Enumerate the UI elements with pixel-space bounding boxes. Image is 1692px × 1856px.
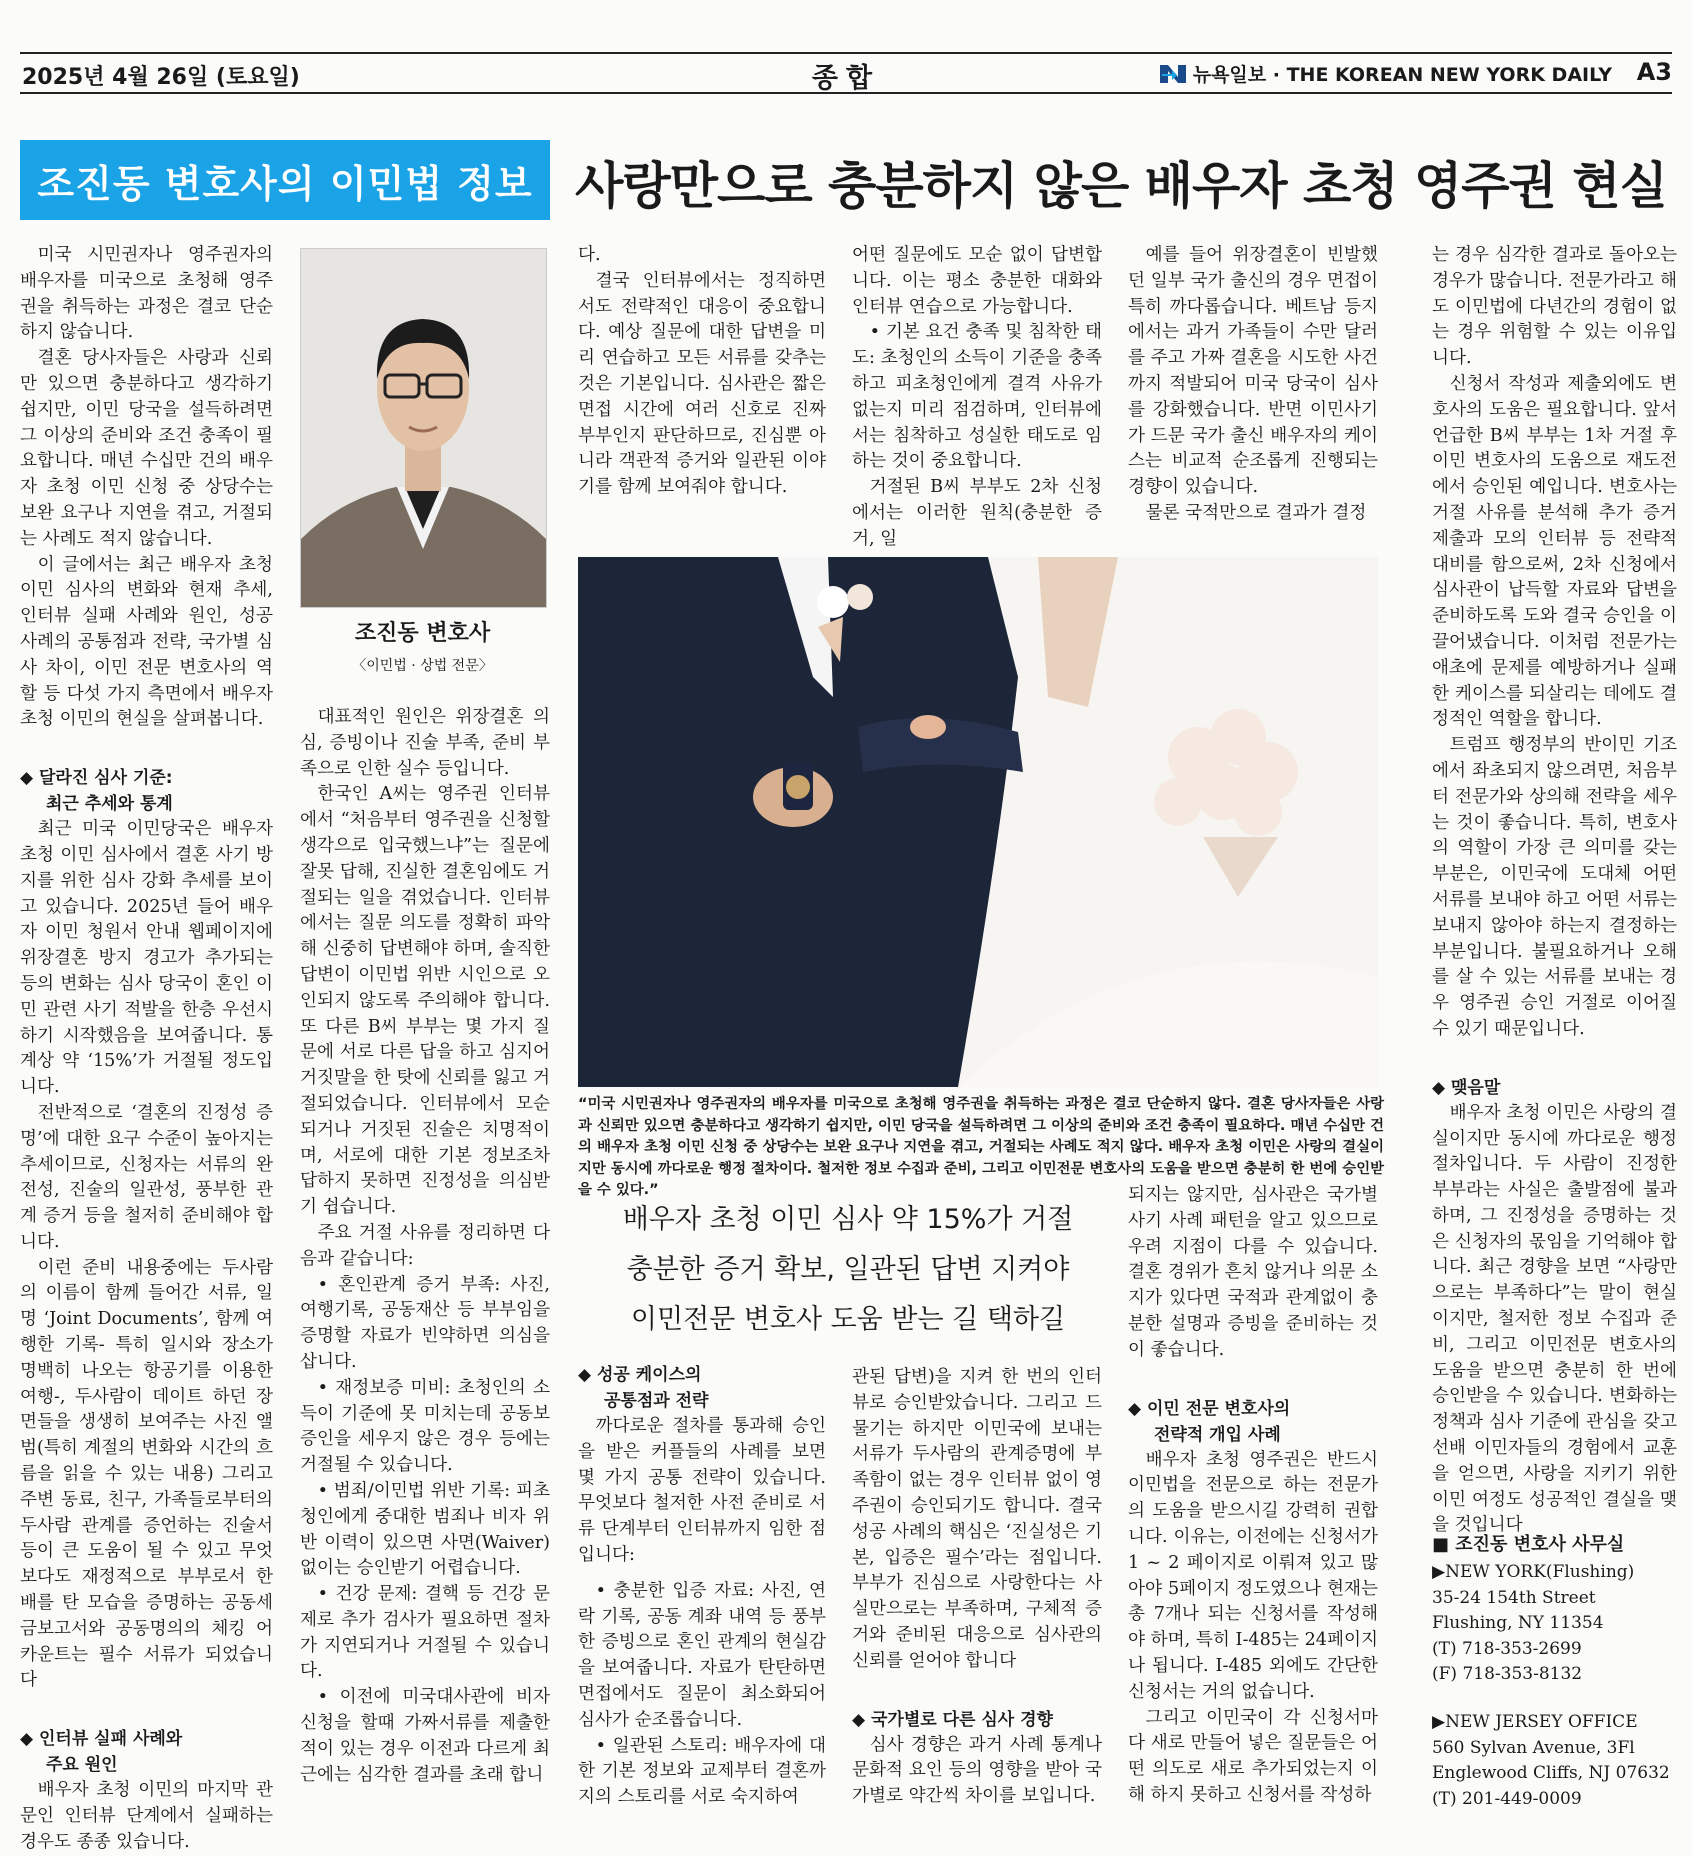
paragraph: 결국 인터뷰에서는 정직하면서도 전략적인 대응이 중요합니다. 예상 질문에 대한 답변을 미리 연습하고 모든 서류를 갖추는 것은 기본입니다. 심사관은 짧은 면접 시간에 여러 신호로 진짜 부부인지 판단하므로, 진심뿐 아니라 객관적 증거와 일관된 이야기를 함께 보여줘야 합니다. [578,270,826,498]
article-column-6 [1432,243,1677,1539]
office-phone: (T) 201-449-0009 [1432,1788,1582,1809]
law-office-info [1432,1530,1677,1812]
office-address: 560 Sylvan Avenue, 3Fl [1432,1737,1635,1758]
paragraph: 배우자 초청 이민은 사랑의 결실이지만 동시에 까다로운 행정 절차입니다. 두 사람이 진정한 부부라는 사실은 출발점에 불과하며, 그 진정성을 증명하는 것은 신청자의 몫임을 기억해야 합니다. 최근 경향을 보면 “사랑만으로는 부족하다”는 말이 현실이지만, 철저한 정보 수집과 준비, 그리고 이민전문 변호사의 도움을 받으면 충분히 한 번에 승인받을 수 있습니다. 변화하는 정책과 심사 기준에 관심을 갖고 선배 이민자들의 경험에서 교훈을 얻으면, 사랑을 지키기 위한 이민 여정도 성공적인 결실을 맺을 것입니다 [1432,1102,1677,1536]
article-column-3-top [578,243,826,501]
paragraph: 거절된 B씨 부부도 2차 신청에서는 이러한 원칙(충분한 증거, 일 [852,477,1102,549]
article-column-5-bottom [1128,1183,1378,1809]
bullet-item: • 범죄/이민법 위반 기록: 피초청인에게 중대한 범죄나 비자 위반 이력이 있으면 사면(Waiver) 없이는 승인받기 어렵습니다. [300,1480,550,1579]
office-phone: (T) 718-353-2699 [1432,1638,1582,1659]
bullet-item: • 기본 요건 충족 및 침착한 태도: 초청인의 소득이 기준을 충족하고 피초청인에게 결격 사유가 없는지 미리 점검하며, 인터뷰에서는 침착하고 성실한 태도로 임하는 것이 중요합니다. [852,322,1102,472]
article-headline: 사랑만으로 충분하지 않은 배우자 초청 영주권 현실 [575,157,1667,215]
bullet-item: • 충분한 입증 자료: 사진, 연락 기록, 공동 계좌 내역 등 풍부한 증빙으로 혼인 관계의 현실감을 보여줍니다. 자료가 탄탄하면 면접에서도 질문이 최소화되어 심사가 순조롭습니다. [578,1580,826,1730]
paragraph: 미국 시민권자나 영주권자의 배우자를 미국으로 초청해 영주권을 취득하는 과정은 결코 단순하지 않습니다. [20,245,273,343]
section-heading: ◆ 맺음말 [1432,1077,1501,1098]
brand-text: 뉴욕일보 · THE KOREAN NEW YORK DAILY [1192,64,1612,86]
paragraph: 이 글에서는 최근 배우자 초청 이민 심사의 변화와 현재 추세, 인터뷰 실패 사례와 원인, 성공 사례의 공통점과 전략, 국가별 심사 차이, 이민 전문 변호사의 역할 등 다섯 가지 측면에서 배우자 초청 이민의 현실을 살펴봅니다. [20,554,273,730]
bullet-item: • 재정보증 미비: 초청인의 소득이 기준에 못 미치는데 공동보증인을 세우지 않은 경우 등에는 거절될 수 있습니다. [300,1377,550,1476]
section-heading: ◆ 달라진 심사 기준: 최근 추세와 통계 [20,768,173,815]
page-header [20,52,1672,94]
author-photo [300,248,547,608]
paragraph: 관된 답변)을 지켜 한 번의 인터뷰로 승인받았습니다. 그리고 드물기는 하지만 이민국에 보내는 서류가 두사람의 관계증명에 부족함이 없는 경우 인터뷰 없이 영주권이 승인되기도 합니다. 결국 성공 사례의 핵심은 ‘진실성은 기본, 입증은 필수’라는 점입니다. 부부가 진심으로 사랑한다는 사실만으로는 부족하며, 구체적 증거와 준비된 대응으로 심사관의 신뢰를 얻어야 합니다 [852,1367,1102,1671]
paragraph: 되지는 않지만, 심사관은 국가별 사기 사례 패턴을 알고 있으므로 우려 지점이 다를 수 있습니다. 결혼 경위가 흔치 않거나 의문 소지가 있다면 국적과 관계없이 충분한 설명과 증빙을 준비하는 것이 좋습니다. [1128,1185,1378,1360]
photo-caption: “미국 시민권자나 영주권자의 배우자를 미국으로 초청해 영주권을 취득하는 과정은 결코 단순하지 않다. 결혼 당사자들은 사랑과 신뢰만 있으면 충분하다고 생각하기 쉽지만, 이민 당국을 설득하려면 그 이상의 준비와 조건 충족이 필요하다. 매년 수십만 건의 배우자 초청 이민 신청 중 상당수는 보완 요구나 지연을 겪고, 거절되는 사례도 적지 않다. 배우자 초청 이민은 사랑의 결실이지만 동시에 까다로운 행정 절차이다. 철저한 정보 수집과 준비, 그리고 이민전문 변호사의 도움을 받으면 충분히 한 번에 승인받을 수 있다.” [578,1096,1384,1198]
section-heading: ◆ 이민 전문 변호사의 전략적 개입 사례 [1128,1398,1291,1445]
section-name: 종합 [811,63,881,94]
paragraph: 물론 국적만으로 결과가 결정 [1145,502,1367,523]
bullet-item: • 일관된 스토리: 배우자에 대한 기본 정보와 교제부터 결혼까지의 스토리를 서로 숙지하여 [578,1735,826,1808]
paragraph: 그리고 이민국이 각 신청서마다 새로 만들어 넣은 질문들은 어떤 의도로 새로 추가되었는지 이해 하지 못하고 신청서를 작성하 [1128,1707,1378,1805]
paragraph: 이런 준비 내용중에는 두사람의 이름이 함께 들어간 서류, 일명 ‘Joint Documents’, 함께 여행한 기록- 특히 일시와 장소가 명백히 나오는 항공기를 이용한 여행-, 두사람이 데이트 하던 장면들을 생생히 보여주는 사진 앨범(특히 계절의 변화와 시간의 흐름을 읽을 수 있는 내용) 그리고 주변 동료, 친구, 가족들로부터의 두사람 관계를 증언하는 진술서 등이 큰 도움이 될 수 있고 무엇보다도 재정적으로 부부로서 한 배를 탄 모습을 증명하는 공동세금보고서와 공동명의의 체킹 어카운트는 필수 서류가 되었습니다 [20,1257,273,1691]
newspaper-logo-icon [1159,61,1187,87]
masthead-brand [1159,60,1612,87]
office-address: Englewood Cliffs, NJ 07632 [1432,1763,1670,1784]
paragraph: 한국인 A씨는 영주권 인터뷰에서 “처음부터 영주권을 신청할 생각으로 입국했느냐”는 질문에 잘못 답해, 진실한 결혼임에도 거절되는 일을 겪었습니다. 인터뷰에서는 질문 의도를 정확히 파악해 신중히 답변해야 하며, 솔직한 답변이 이민법 위반 시인으로 오인되지 않도록 주의해야 합니다. 또 다른 B씨 부부는 몇 가지 질문에 서로 다른 답을 하고 심지어 거짓말을 한 탓에 신뢰를 잃고 거절되었습니다. 인터뷰에서 모순되거나 거짓된 진술은 치명적이며, 서로에 대한 기본 정보조차 답하지 못하면 진정성을 의심받기 쉽습니다. [300,784,550,1218]
paragraph: 전반적으로 ‘결혼의 진정성 증명’에 대한 요구 수준이 높아지는 추세이므로, 신청자는 서류의 완전성, 진술의 일관성, 풍부한 관계 증거 등을 철저히 준비해야 합니다. [20,1102,273,1252]
article-column-1 [20,243,273,1856]
paragraph: 배우자 초청 이민의 마지막 관문인 인터뷰 단계에서 실패하는 경우도 종종 있습니다. [20,1780,273,1852]
office-label: ▶NEW JERSEY OFFICE [1432,1711,1638,1732]
pull-quote-line: 배우자 초청 이민 심사 약 15%가 거절 [622,1204,1074,1235]
article-column-5-top [1128,243,1378,527]
paragraph: 대표적인 원인은 위장결혼 의심, 증빙이나 진술 부족, 준비 부족으로 인한 실수 등입니다. [300,707,550,779]
column-kicker: 조진동 변호사의 이민법 정보 [20,140,550,220]
office-fax: (F) 718-353-8132 [1432,1664,1583,1685]
author-caption [300,616,545,675]
paragraph: 주요 거절 사유를 정리하면 다음과 같습니다: [300,1222,550,1269]
paragraph: 심사 경향은 과거 사례 통계나 문화적 요인 등의 영향을 받아 국가별로 약간씩 차이를 보입니다. [852,1734,1102,1807]
article-column-4-bottom [852,1365,1102,1810]
article-column-3-bottom [578,1362,826,1811]
bullet-item: • 혼인관계 증거 부족: 사진, 여행기록, 공동재산 등 부부임을 증명할 자료가 빈약하면 의심을 삽니다. [300,1274,550,1372]
paragraph: 배우자 초청 영주권은 반드시 이민법을 전문으로 하는 전문가의 도움을 받으시길 강력히 권합니다. 이유는, 이전에는 신청서가 1 ~ 2 페이지로 이뤄져 있고 많아야 5페이지 정도였으나 현재는 총 7개나 되는 신청서를 작성해야 하며, 특히 I-485는 24페이지나 됩니다. I-485 외에도 간단한 신청서는 거의 없습니다. [1128,1449,1378,1702]
section-heading: ◆ 인터뷰 실패 사례와 주요 원인 [20,1729,183,1776]
paragraph: 까다로운 절차를 통과해 승인을 받은 커플들의 사례를 보면 몇 가지 공통 전략이 있습니다. 무엇보다 철저한 사전 준비로 서류 단계부터 인터뷰까지 임한 점입니다: [578,1416,826,1565]
paragraph: 다. [578,245,601,265]
pull-quote [578,1195,1118,1345]
section-heading: ◆ 성공 케이스의 공통점과 전략 [578,1365,709,1411]
bullet-item: • 이전에 미국대사관에 비자 신청을 할때 가짜서류를 제출한 적이 있는 경우 이전과 다르게 최근에는 심각한 결과를 초래 합니 [300,1687,550,1785]
paragraph: 는 경우 심각한 결과로 돌아오는 경우가 많습니다. 전문가라고 해도 이민법에 다년간의 경험이 없는 경우 위험할 수 있는 이유입니다. [1432,245,1677,369]
paragraph: 어떤 질문에도 모순 없이 답변합니다. 이는 평소 충분한 대화와 인터뷰 연습으로 가능합니다. [852,245,1102,317]
paragraph: 예를 들어 위장결혼이 빈발했던 일부 국가 출신의 경우 면접이 특히 까다롭습니다. 베트남 등지에서는 과거 가족들이 수만 달러를 주고 가짜 결혼을 시도한 사건까지 적발되어 미국 당국이 심사를 강화했습니다. 반면 이민사기가 드문 국가 출신 배우자의 케이스는 비교적 순조롭게 진행되는 경향이 있습니다. [1128,245,1378,498]
paragraph: 최근 미국 이민당국은 배우자 초청 이민 심사에서 결혼 사기 방지를 위한 심사 강화 추세를 보이고 있습니다. 2025년 들어 배우자 이민 청원서 안내 웹페이지에 위장결혼 방지 경고가 추가되는 등의 변화는 심사 당국이 혼인 이민 관련 사기 적발을 한층 우선시하기 시작했음을 보여줍니다. 통계상 약 ‘15%’가 거절될 정도입니다. [20,819,273,1098]
issue-date: 2025년 4월 26일 (토요일) [22,65,300,90]
pull-quote-line: 충분한 증거 확보, 일관된 답변 지켜야 [626,1254,1070,1285]
paragraph: 신청서 작성과 제출외에도 변호사의 도움은 필요합니다. 앞서 언급한 B씨 부부는 1차 거절 후 이민 변호사의 도움으로 재도전에서 승인된 예입니다. 변호사는 거절 사유를 분석해 추가 증거 제출과 모의 인터뷰 등 전략적 대비를 함으로써, 2차 신청에서 심사관이 납득할 자료와 답변을 준비하도록 도와 결국 승인을 이끌어냈습니다. 이처럼 전문가는 애초에 문제를 예방하거나 실패한 케이스를 되살리는 데에도 결정적인 역할을 합니다. [1432,373,1677,730]
paragraph: 결혼 당사자들은 사랑과 신뢰만 있으면 충분하다고 생각하기 쉽지만, 이민 당국을 설득하려면 그 이상의 준비와 조건 충족이 필요합니다. 매년 수십만 건의 배우자 초청 이민 신청 중 상당수는 보완 요구나 지연을 겪고, 거절되는 사례도 적지 않습니다. [20,348,273,549]
office-address: 35-24 154th Street [1432,1587,1596,1608]
office-title: ■ 조진동 변호사 사무실 [1432,1534,1625,1555]
article-column-2 [300,705,550,1788]
paragraph: 트럼프 행정부의 반이민 기조에서 좌초되지 않으려면, 처음부터 전문가와 상의해 전략을 세우는 것이 좋습니다. 특히, 변호사의 역할이 가장 큰 의미를 갖는 부분은, 이민국에 도대체 어떤 서류를 보내야 하고 어떤 서류는 보내지 않아야 하는지 결정하는 부분입니다. 불필요하거나 오해를 살 수 있는 서류를 보내는 경우 영주권 승인 거절로 이어질 수 있기 때문입니다. [1432,735,1677,1039]
author-title: 〈이민법 · 상법 전문〉 [352,658,493,674]
author-portrait-image [301,249,546,607]
office-label: ▶NEW YORK(Flushing) [1432,1562,1635,1582]
bullet-item: • 건강 문제: 결핵 등 건강 문제로 추가 검사가 필요하면 절차가 지연되거나 거절될 수 있습니다. [300,1584,550,1682]
article-column-4-top [852,243,1102,553]
section-heading: ◆ 국가별로 다른 심사 경향 [852,1709,1053,1730]
office-address: Flushing, NY 11354 [1432,1613,1604,1634]
wedding-photo [578,557,1378,1087]
author-name: 조진동 변호사 [354,621,491,646]
wedding-couple-image [578,557,1378,1087]
pull-quote-line: 이민전문 변호사 도움 받는 길 택하길 [630,1304,1066,1335]
page-number: A3 [1636,58,1672,86]
